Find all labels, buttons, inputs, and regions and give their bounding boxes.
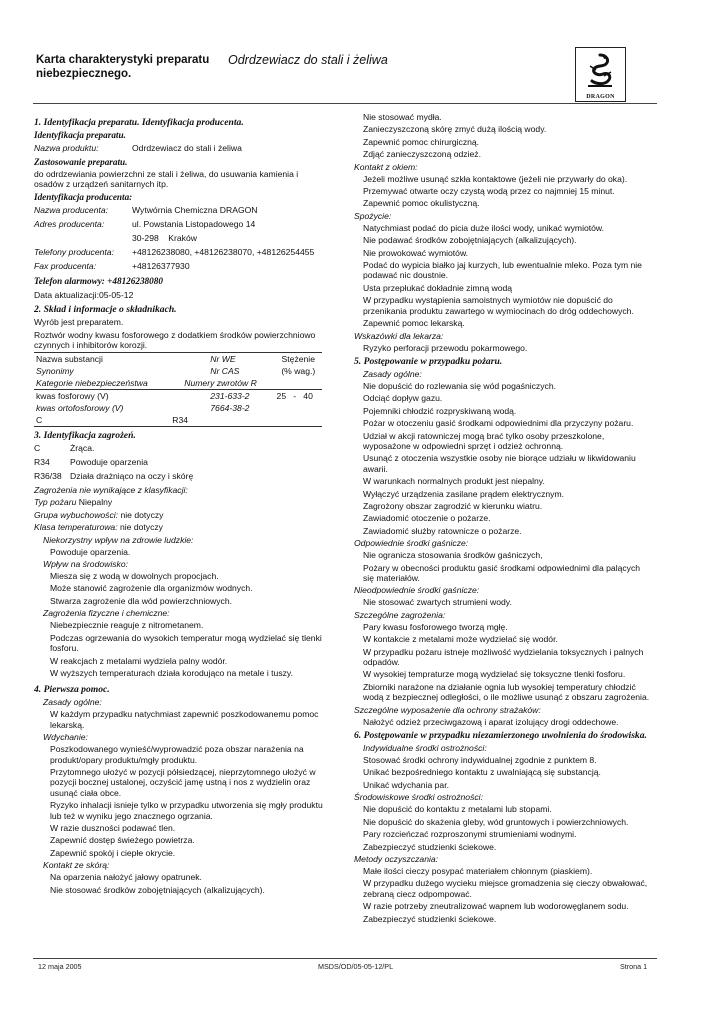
header-conc-unit: (% wag.) <box>281 366 316 377</box>
list-item: Zawiadomić służby ratownicze o pożarze. <box>363 525 522 536</box>
address-row <box>34 219 324 230</box>
hazard-code-row <box>34 443 324 454</box>
footer-code: MSDS/OD/05-05-12/PL <box>318 962 394 971</box>
health-effects: Niekorzystny wpływ na zdrowie ludzkie: <box>43 534 194 545</box>
list-item: Stwarza zagrożenie dla wód powierzchniowych. <box>50 595 232 606</box>
list-item: Nie stosować środków zobojętniających (alkalizujących). <box>50 884 265 895</box>
list-item: Pary kwasu fosforowego tworzą mgłę. <box>363 621 508 632</box>
label: Telefony producenta: <box>34 246 114 257</box>
list-item: Odciąć dopływ gazu. <box>363 393 443 404</box>
empty-cell <box>275 414 322 427</box>
list-item: Nie dopuścić do kontaktu z metalami lub stopami. <box>363 804 552 815</box>
sub-identification-preparation: Identyfikacja preparatu. <box>34 130 126 140</box>
list-item: Nie stosować zwartych strumieni wody. <box>363 597 512 608</box>
label: Nazwa produktu: <box>34 143 99 153</box>
value: +48126377930 <box>132 260 190 271</box>
producer-row <box>34 205 324 216</box>
list-item: Zapewnić dostęp świeżego powietrza. <box>50 835 195 846</box>
code: R34 <box>34 457 50 468</box>
table-row <box>34 402 322 414</box>
list-item: Pożar w otoczeniu gasić środkami odpowiednimi dla przyczyny pożaru. <box>363 418 634 429</box>
list-item: Wyłączyć urządzenia zasilane prądem elektrycznym. <box>363 488 564 499</box>
product-title: Odrdzewiacz do stali i żeliwa <box>228 53 388 67</box>
value: Niepalny <box>78 497 113 508</box>
list-item: Zbiorniki narażone na działanie ognia lub wysokiej temperatury chłodzić wodą z bezpiecznej odległości, o ile możliwe usunąć z obszaru zagrożenia. <box>363 681 650 703</box>
unsuitable-media: Nieodpowiednie środki gaśnicze: <box>354 585 480 596</box>
cleanup-methods: Metody oczyszczania: <box>354 853 439 864</box>
label: Grupa wybuchowości: <box>34 509 119 520</box>
skin-contact: Kontakt ze skórą: <box>43 860 110 871</box>
dragon-icon <box>582 52 618 90</box>
table-row <box>34 365 322 377</box>
list-item: Nałożyć odzież przeciwgazową i aparat izolujący drogi oddechowe. <box>363 716 619 727</box>
list-item: Niebezpiecznie reaguje z nitrometanem. <box>50 620 204 631</box>
firefighter-equipment: Szczególne wyposażenie dla ochrony strażaków: <box>354 704 541 715</box>
phone-row <box>34 247 324 258</box>
section-3-heading: 3. Identyfikacja zagrożeń. <box>34 430 136 442</box>
composition-text-2: Roztwór wodny kwasu fosforowego z dodatkiem środków powierzchniowo czynnych i inhibitorów korozji. <box>34 329 316 351</box>
hazard-code-row <box>34 471 324 482</box>
left-column <box>34 114 324 897</box>
temperature-class-row <box>34 522 324 532</box>
code: R36/38 <box>34 471 62 482</box>
list-item: Nie stosować mydła. <box>363 112 442 122</box>
fire-general: Zasady ogólne: <box>363 368 422 379</box>
physical-hazards: Zagrożenia fizyczne i chemiczne: <box>43 608 170 619</box>
fire-type-row <box>34 497 324 507</box>
header-r: Numery zwrotów R <box>170 377 274 390</box>
list-item: Nie prowokować wymiotów. <box>363 247 469 258</box>
list-item: Unikać wdychania par. <box>363 779 449 790</box>
value: +48126238080, +48126238070, +48126254455 <box>132 246 315 257</box>
footer-page: Strona 1 <box>620 962 648 971</box>
code: C <box>34 443 41 454</box>
general-rules: Zasady ogólne: <box>43 697 102 708</box>
footer-date: 12 maja 2005 <box>38 962 82 971</box>
list-item: W przypadku dużego wycieku miejsce gromadzenia się cieczy obwałować, zebraną ciecz odpompować. <box>363 878 648 899</box>
label: Adres producenta: <box>34 218 105 229</box>
cell-syn: kwas ortofosforowy (V) <box>36 403 124 414</box>
individual-precautions: Indywidualne środki ostrożności: <box>363 743 487 754</box>
section-5-heading: 5. Postępowanie w przypadku pożaru. <box>354 355 503 367</box>
label: Nazwa producenta: <box>34 204 109 215</box>
list-item: Małe ilości cieczy posypać materiałem chłonnym (piaskiem). <box>363 865 593 876</box>
cell-cat: C <box>34 414 170 427</box>
list-item: Ryzyko perforacji przewodu pokarmowego. <box>363 342 528 353</box>
list-item: Zabezpieczyć studzienki ściekowe. <box>363 913 497 924</box>
address-row-2 <box>34 233 324 244</box>
list-item: Podczas ogrzewania do wysokich temperatur mogą wydzielać się tlenki fosforu. <box>50 632 322 654</box>
environmental-precautions: Środowiskowe środki ostrożności: <box>354 792 483 803</box>
cell-name: kwas fosforowy (V) <box>36 391 109 402</box>
list-item: Nie dopuścić do rozlewania się wód pogaśniczych. <box>363 380 556 391</box>
list-item: Pożary w obecności produktu gasić środkami odpowiednimi dla palących się materiałów. <box>363 562 641 583</box>
sub-producer: Identyfikacja producenta: <box>34 191 133 202</box>
label: Typ pożaru <box>34 497 77 508</box>
cell-conc: 25 - 40 <box>276 391 313 402</box>
value: nie dotyczy <box>120 509 164 520</box>
list-item: Zanieczyszczoną skórę zmyć dużą ilością wody. <box>363 124 547 135</box>
value: nie dotyczy <box>119 522 163 533</box>
list-item: Nie podawać środków zobojętniających (alkalizujących). <box>363 235 577 246</box>
list-item: Poszkodowanego wynieść/wyprowadzić poza obszar narażenia na produkt/opary produktu/mgły produktu. <box>50 744 304 765</box>
list-item: Zapewnić spokój i ciepłe okrycie. <box>50 847 176 858</box>
header-conc: Stężenie <box>275 353 322 366</box>
document-title: Karta charakterystyki preparatu niebezpiecznego. <box>36 54 210 80</box>
right-column <box>354 112 650 926</box>
header-name: Nazwa substancji <box>34 353 170 366</box>
value: 30-298 Kraków <box>132 232 197 243</box>
list-item: Miesza się z wodą w dowolnych propocjach. <box>50 571 219 582</box>
list-item: Udział w akcji ratowniczej mogą brać tylko osoby przeszkolone, wyposażone w odpowiedni sprzęt i odzież ochronną. <box>363 430 605 451</box>
alarm-phone: Telefon alarmowy: +48126238080 <box>34 275 163 286</box>
logo-text: DRAGON <box>586 94 615 100</box>
list-item: Zapewnić pomoc chirurgiczną. <box>363 136 480 147</box>
label: Klasa temperaturowa: <box>34 522 118 533</box>
list-item: W kontakcie z metalami może wydzielać się wodór. <box>363 634 558 645</box>
eye-contact: Kontakt z okiem: <box>354 161 418 172</box>
list-item: Nie dopuścić do skażenia gleby, wód gruntowych i powierzchniowych. <box>363 816 629 827</box>
inhalation: Wdychanie: <box>43 732 88 743</box>
list-item: Jeżeli możliwe usunąć szkła kontaktowe (jeżeli nie przywarły do oka). <box>363 173 628 184</box>
header-cat: Kategorie niebezpieczeństwa <box>34 377 170 390</box>
empty-cell <box>275 402 322 414</box>
section-2-heading: 2. Skład i informacje o składnikach. <box>34 304 177 316</box>
hazard-code-row <box>34 457 324 468</box>
code-text: Działa drażniąco na oczy i skórę <box>70 471 194 482</box>
list-item: Ryzyko inhalacji isnieje tylko w przypadku utworzenia się mgły produktu lub też w wyniku jego znacznego ogrzania. <box>50 800 323 821</box>
table-row <box>34 414 322 427</box>
ingestion: Spożycie: <box>354 210 392 221</box>
list-item: Nie ogranicza stosowania środków gaśniczych, <box>363 550 543 561</box>
list-item: Zapewnić pomoc lekarską. <box>363 318 465 329</box>
label: Fax producenta: <box>34 260 97 271</box>
list-item: Usunąć z otoczenia wszystkie osoby nie biorące udziału w likwidowaniu awarii. <box>363 453 636 474</box>
list-item: W przypadku pożaru istneje możliwość wydzielania toksycznych i palnych odpadów. <box>363 646 644 668</box>
sub-use: Zastosowanie preparatu. <box>34 157 128 167</box>
list-item: Przytomnego ułożyć w pozycji półsiedzącej, nieprzytomnego ułożyć w pozycji bocznej ustalonej, oczyścić jamę ustną i nos z wydzielin oraz usunąć ciała obce. <box>50 766 316 798</box>
dragon-logo <box>575 47 626 102</box>
table-row <box>34 377 322 390</box>
header-rule <box>33 103 657 104</box>
list-item: W wysokiej tempraturze mogą wydzielać się toksyczne tlenki fosforu. <box>363 669 626 680</box>
code-text: Żrąca. <box>70 443 95 454</box>
composition-text-1: Wyrób jest preparatem. <box>34 317 124 328</box>
list-item: Na oparzenia nałożyć jałowy opatrunek. <box>50 872 202 883</box>
list-item: W razie potrzeby zneutralizować wapnem lub wodorowęglanem sodu. <box>363 901 629 912</box>
list-item: W wyższych temperaturach działa korodująco na metale i tuszy. <box>50 667 293 678</box>
section-1-heading: 1. Identyfikacja preparatu. Identyfikacja producenta. <box>34 117 244 128</box>
list-item: Pary rozcieńczać rozproszonymi strumieniami wodnymi. <box>363 829 577 840</box>
non-class-hazards: Zagrożenia nie wynikające z klasyfikacji: <box>34 485 188 496</box>
list-item: W przypadku wystąpienia samoistnych wymiotów nie dopuścić do przenikania produktu zawartego w wymiocinach do dróg oddechowych. <box>363 295 634 316</box>
list-item: Zawiadomić otoczenie o pożarze. <box>363 513 491 524</box>
doctor-notes: Wskazówki dla lekarza: <box>354 330 444 341</box>
list-item: W każdym przypadku natychmiast zapewnić poszkodowanemu pomoc lekarską. <box>50 709 319 730</box>
list-item: Zagrożony obszar zagrodzić w kierunku wiatru. <box>363 500 543 511</box>
table-row <box>34 353 322 366</box>
extinguishing-media: Odpowiednie środki gaśnicze: <box>354 538 469 549</box>
section-4-heading: 4. Pierwsza pomoc. <box>34 684 110 696</box>
list-item: Zabezpieczyć studzienki ściekowe. <box>363 841 497 852</box>
explosion-group-row <box>34 510 324 520</box>
value: Wytwórnia Chemiczna DRAGON <box>132 204 258 215</box>
header-cas: Nr CAS <box>210 366 240 377</box>
product-name-row <box>34 143 324 154</box>
environment-effects: Wpływ na środowisko: <box>43 559 129 570</box>
list-item: W reakcjach z metalami wydziela palny wodór. <box>50 655 228 666</box>
section-6-heading: 6. Postępowanie w przypadku niezamierzonego uwolnienia do środowiska. <box>354 730 647 742</box>
list-item: Zapewnić pomoc okulistyczną. <box>363 198 480 209</box>
cell-cas: 7664-38-2 <box>210 403 250 414</box>
list-item: Powoduje oparzenia. <box>50 546 131 557</box>
cell-r: R34 <box>170 414 274 427</box>
code-text: Powoduje oparzenia <box>70 457 148 468</box>
list-item: Unikać bezpośredniego kontaktu z uwalniającą się substancją. <box>363 767 601 778</box>
list-item: Pojemniki chłodzić rozpryskiwaną wodą. <box>363 405 517 416</box>
list-item: Natychmiast podać do picia duże ilości wody, unikać wymiotów. <box>363 222 605 233</box>
list-item: Podać do wypicia białko jaj kurzych, lub ewentualnie mleko. Poza tym nie podawać nic doustnie. <box>363 260 642 281</box>
cell-we: 231-633-2 <box>210 391 250 402</box>
special-hazards: Szczególne zagrożenia: <box>354 609 446 620</box>
use-text: do odrdzewiania powierzchni ze stali i żeliwa, do usuwania kamienia i osadów z urządzeń sanitarnych itp. <box>34 169 299 190</box>
fax-row <box>34 261 324 272</box>
value: ul. Powstania Listopadowego 14 <box>132 218 256 229</box>
list-item: Stosować środki ochrony indywidualnej zgodnie z punktem 8. <box>363 755 597 766</box>
list-item: Usta przepłukać dokładnie zimną wodą <box>363 282 513 293</box>
value: Odrdzewiacz do stali i żeliwa <box>132 143 242 153</box>
header-syn: Synonimy <box>36 366 74 377</box>
list-item: Może stanowić zagrożenie dla organizmów wodnych. <box>50 583 253 594</box>
table-row <box>34 390 322 403</box>
list-item: W warunkach normalnych produkt jest niepalny. <box>363 476 545 487</box>
empty-cell <box>275 377 322 390</box>
label-spacer <box>34 233 132 244</box>
update-date: Data aktualizacji:05-05-12 <box>34 289 134 300</box>
list-item: Zdjąć zanieczyszczoną odzież. <box>363 149 481 160</box>
substances-table <box>34 352 322 427</box>
footer-rule <box>33 958 657 959</box>
list-item: Przemywać otwarte oczy czystą wodą przez co najmniej 15 minut. <box>363 186 615 197</box>
header-we: Nr WE <box>170 353 274 366</box>
list-item: W razie duszności podawać tlen. <box>50 822 176 833</box>
